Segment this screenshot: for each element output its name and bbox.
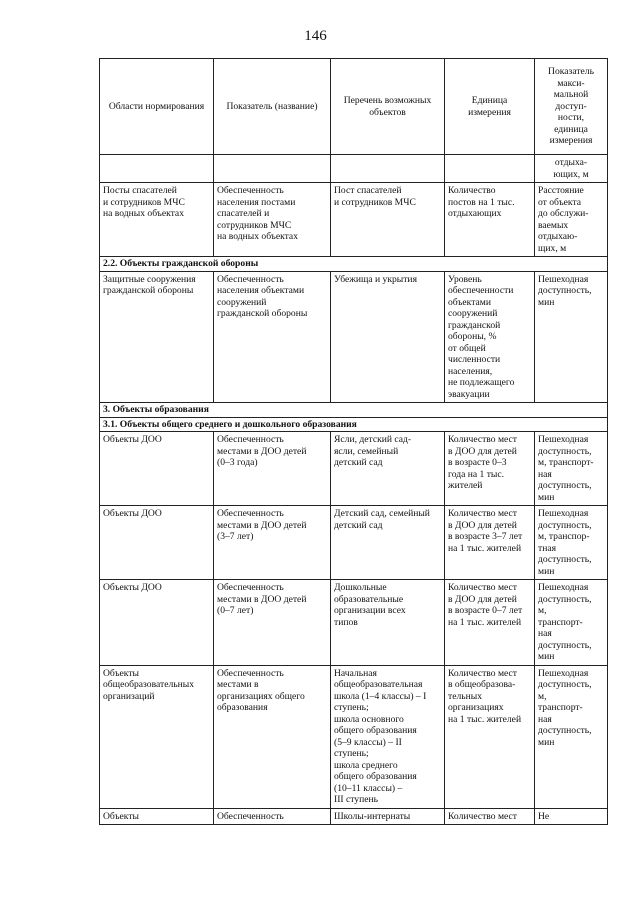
table-cell: Начальная общеобразовательная школа (1–4 классы) – I ступень; школа основного общего образования (5–9 классы) – II ступень; школа среднего общего образования (10–11 классы) – III ступень: [331, 665, 445, 808]
table-cell: Объекты: [100, 808, 214, 825]
section-heading: 3. Объекты образования: [100, 403, 608, 418]
table-row: [100, 506, 608, 580]
table-row: [100, 432, 608, 506]
table-cell: [331, 155, 445, 183]
table-cell: Пешеходная доступность, м, транспорт- ная доступность, мин: [535, 432, 608, 506]
table-row: [100, 271, 608, 403]
table-cell: Детский сад, семейный детский сад: [331, 506, 445, 580]
table-cell: Количество мест: [445, 808, 535, 825]
table-cell: Обеспеченность населения постами спасателей и сотрудников МЧС на водных объектах: [214, 183, 331, 257]
table-cell: Обеспеченность населения объектами сооружений гражданской обороны: [214, 271, 331, 403]
table-cell: Обеспеченность местами в ДОО детей (0–7 лет): [214, 580, 331, 666]
section-heading-row: [100, 257, 608, 272]
table-cell: Количество мест в ДОО для детей в возрасте 3–7 лет на 1 тыс. жителей: [445, 506, 535, 580]
table-cell: Объекты ДОО: [100, 432, 214, 506]
table-cell: Обеспеченность местами в ДОО детей (0–3 года): [214, 432, 331, 506]
table-cell: Защитные сооружения гражданской обороны: [100, 271, 214, 403]
table-cell: Объекты общеобразовательных организаций: [100, 665, 214, 808]
table-cell: [214, 155, 331, 183]
table-header-row: [100, 59, 608, 155]
table-cell: отдыха- ющих, м: [535, 155, 608, 183]
table-cell: Расстояние от объекта до обслужи- ваемых отдыхаю- щих, м: [535, 183, 608, 257]
table-row: [100, 580, 608, 666]
table-cell: Обеспеченность местами в организациях общего образования: [214, 665, 331, 808]
table-cell: Пост спасателей и сотрудников МЧС: [331, 183, 445, 257]
table-row: [100, 183, 608, 257]
page-number: 146: [304, 28, 327, 44]
norms-table: [99, 58, 608, 825]
table-row: [100, 808, 608, 825]
section-heading: 3.1. Объекты общего среднего и дошкольного образования: [100, 417, 608, 432]
table-cell: Пешеходная доступность, м, транспор- тная доступность, мин: [535, 506, 608, 580]
table-cell: Пешеходная доступность, мин: [535, 271, 608, 403]
table-row: [100, 155, 608, 183]
table-cell: Пешеходная доступность, м, транспорт- ная доступность, мин: [535, 580, 608, 666]
section-heading: 2.2. Объекты гражданской обороны: [100, 257, 608, 272]
table-cell: [100, 155, 214, 183]
header-unit: Единица измерения: [445, 59, 535, 155]
table-cell: Дошкольные образовательные организации всех типов: [331, 580, 445, 666]
table-cell: Пешеходная доступность, м, транспорт- ная доступность, мин: [535, 665, 608, 808]
table-cell: Школы-интернаты: [331, 808, 445, 825]
table-cell: Посты спасателей и сотрудников МЧС на водных объектах: [100, 183, 214, 257]
table-cell: Количество мест в ДОО для детей в возрасте 0–7 лет на 1 тыс. жителей: [445, 580, 535, 666]
table-cell: Убежища и укрытия: [331, 271, 445, 403]
table-cell: Уровень обеспеченности объектами сооружений гражданской обороны, % от общей численности населения, не подлежащего эвакуации: [445, 271, 535, 403]
table-cell: Ясли, детский сад- ясли, семейный детский сад: [331, 432, 445, 506]
header-accessibility: Показатель макси- мальной доступ- ности, единица измерения: [535, 59, 608, 155]
table-cell: Объекты ДОО: [100, 580, 214, 666]
table-cell: Количество мест в ДОО для детей в возрасте 0–3 года на 1 тыс. жителей: [445, 432, 535, 506]
section-heading-row: [100, 417, 608, 432]
header-area: Области нормирования: [100, 59, 214, 155]
table-cell: Количество постов на 1 тыс. отдыхающих: [445, 183, 535, 257]
table-cell: Обеспеченность местами в ДОО детей (3–7 лет): [214, 506, 331, 580]
table-cell: Не: [535, 808, 608, 825]
table-cell: Объекты ДОО: [100, 506, 214, 580]
table-cell: [445, 155, 535, 183]
header-objects: Перечень возможных объектов: [331, 59, 445, 155]
table-cell: Обеспеченность: [214, 808, 331, 825]
header-indicator: Показатель (название): [214, 59, 331, 155]
table-row: [100, 665, 608, 808]
table-cell: Количество мест в общеобразова- тельных организациях на 1 тыс. жителей: [445, 665, 535, 808]
section-heading-row: [100, 403, 608, 418]
